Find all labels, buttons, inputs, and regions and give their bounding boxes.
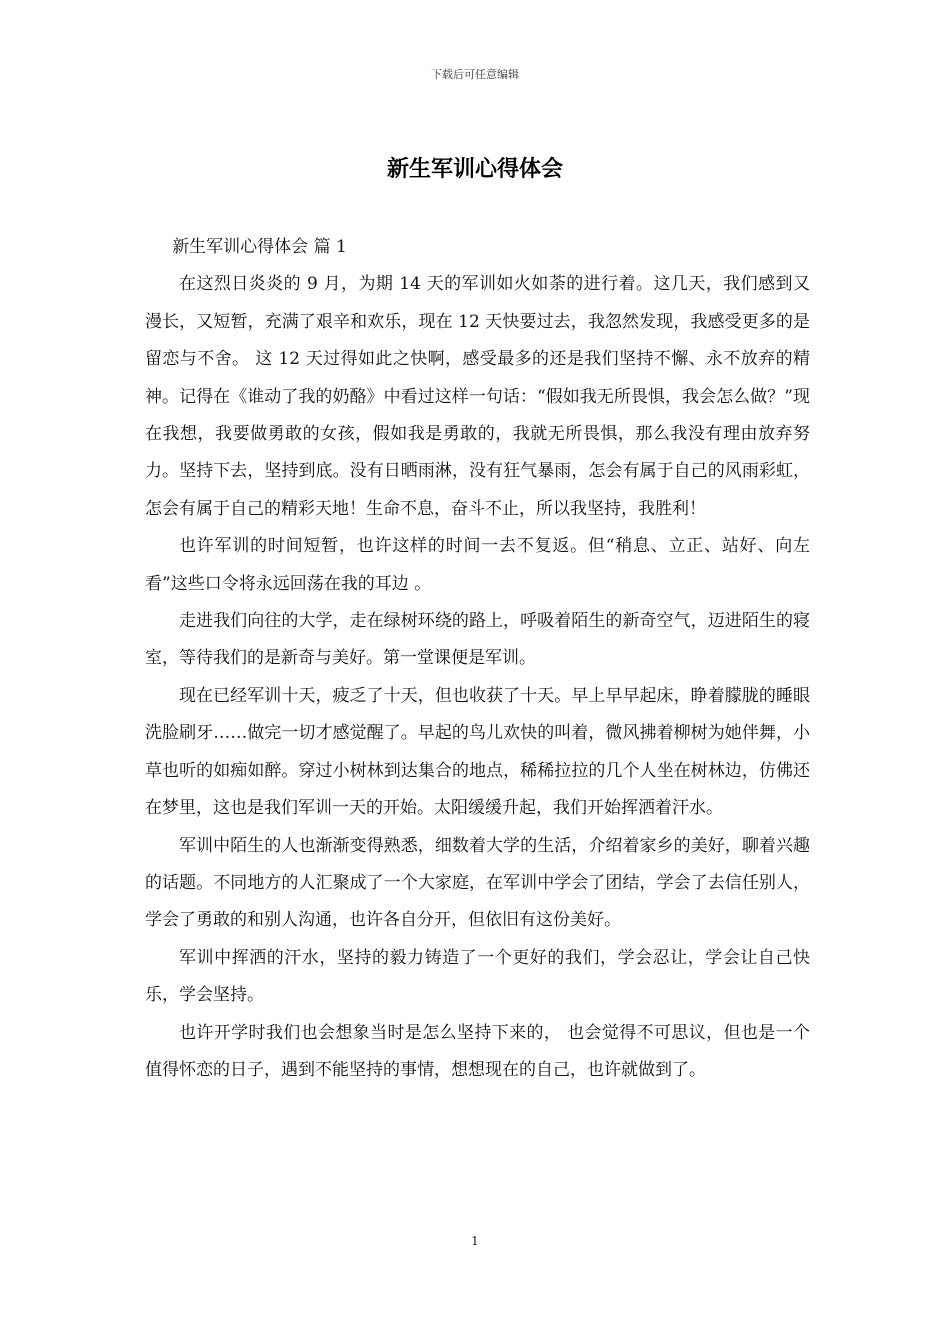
document-body	[145, 229, 810, 1089]
section-subheading: 新生军训心得体会 篇 1	[172, 237, 347, 257]
paragraph-7: 也许开学时我们也会想象当时是怎么坚持下来的， 也会觉得不可思议，但也是一个值得怀恋的日子，遇到不能坚持的事情，想想现在的自己，也许就做到了。	[145, 1022, 810, 1080]
header-note: 下载后可任意编辑	[431, 68, 519, 81]
paragraph-2: 也许军训的时间短暂，也许这样的时间一去不复返。但“稍息、立正、站好、向左看”这些口令将永远回荡在我的耳边 。	[145, 536, 810, 594]
paragraph-4: 现在已经军训十天，疲乏了十天，但也收获了十天。早上早早起床，睁着朦胧的睡眼洗脸刷牙……做完一切才感觉醒了。早起的鸟儿欢快的叫着，微风拂着柳树为她伴舞，小草也听的如痴如醉。穿过小树林到达集合的地点，稀稀拉拉的几个人坐在树林边，仿佛还在梦里，这也是我们军训一天的开始。太阳缓缓升起，我们开始挥洒着汗水。	[145, 685, 810, 819]
paragraph-5: 军训中陌生的人也渐渐变得熟悉，细数着大学的生活，介绍着家乡的美好，聊着兴趣的话题。不同地方的人汇聚成了一个大家庭，在军训中学会了团结，学会了去信任别人，学会了勇敢的和别人沟通，也许各自分开，但依旧有这份美好。	[145, 835, 810, 931]
paragraph-1: 在这烈日炎炎的 9 月，为期 14 天的军训如火如荼的进行着。这几天，我们感到又漫长，又短暂，充满了艰辛和欢乐，现在 12 天快要过去，我忽然发现，我感受更多的是留恋与不舍。 这 12 天过得如此之快啊，感受最多的还是我们坚持不懈、永不放弃的精神。记得在《谁动了我的奶酪》中看过这样一句话：“假如我无所畏惧，我会怎么做？”现在我想，我要做勇敢的女孩，假如我是勇敢的，我就无所畏惧，那么我没有理由放弃努力。坚持下去，坚持到底。没有日晒雨淋，没有狂气暴雨，怎会有属于自己的风雨彩虹，怎会有属于自己的精彩天地！生命不息，奋斗不止，所以我坚持，我胜利！	[145, 274, 810, 519]
document-title: 新生军训心得体会	[386, 156, 563, 182]
paragraph-3: 走进我们向往的大学，走在绿树环绕的路上，呼吸着陌生的新奇空气，迈进陌生的寝室，等待我们的是新奇与美好。第一堂课便是军训。	[145, 611, 810, 669]
paragraph-6: 军训中挥洒的汗水，坚持的毅力铸造了一个更好的我们，学会忍让，学会让自己快乐，学会坚持。	[145, 947, 810, 1006]
page-number: 1	[471, 1234, 479, 1248]
